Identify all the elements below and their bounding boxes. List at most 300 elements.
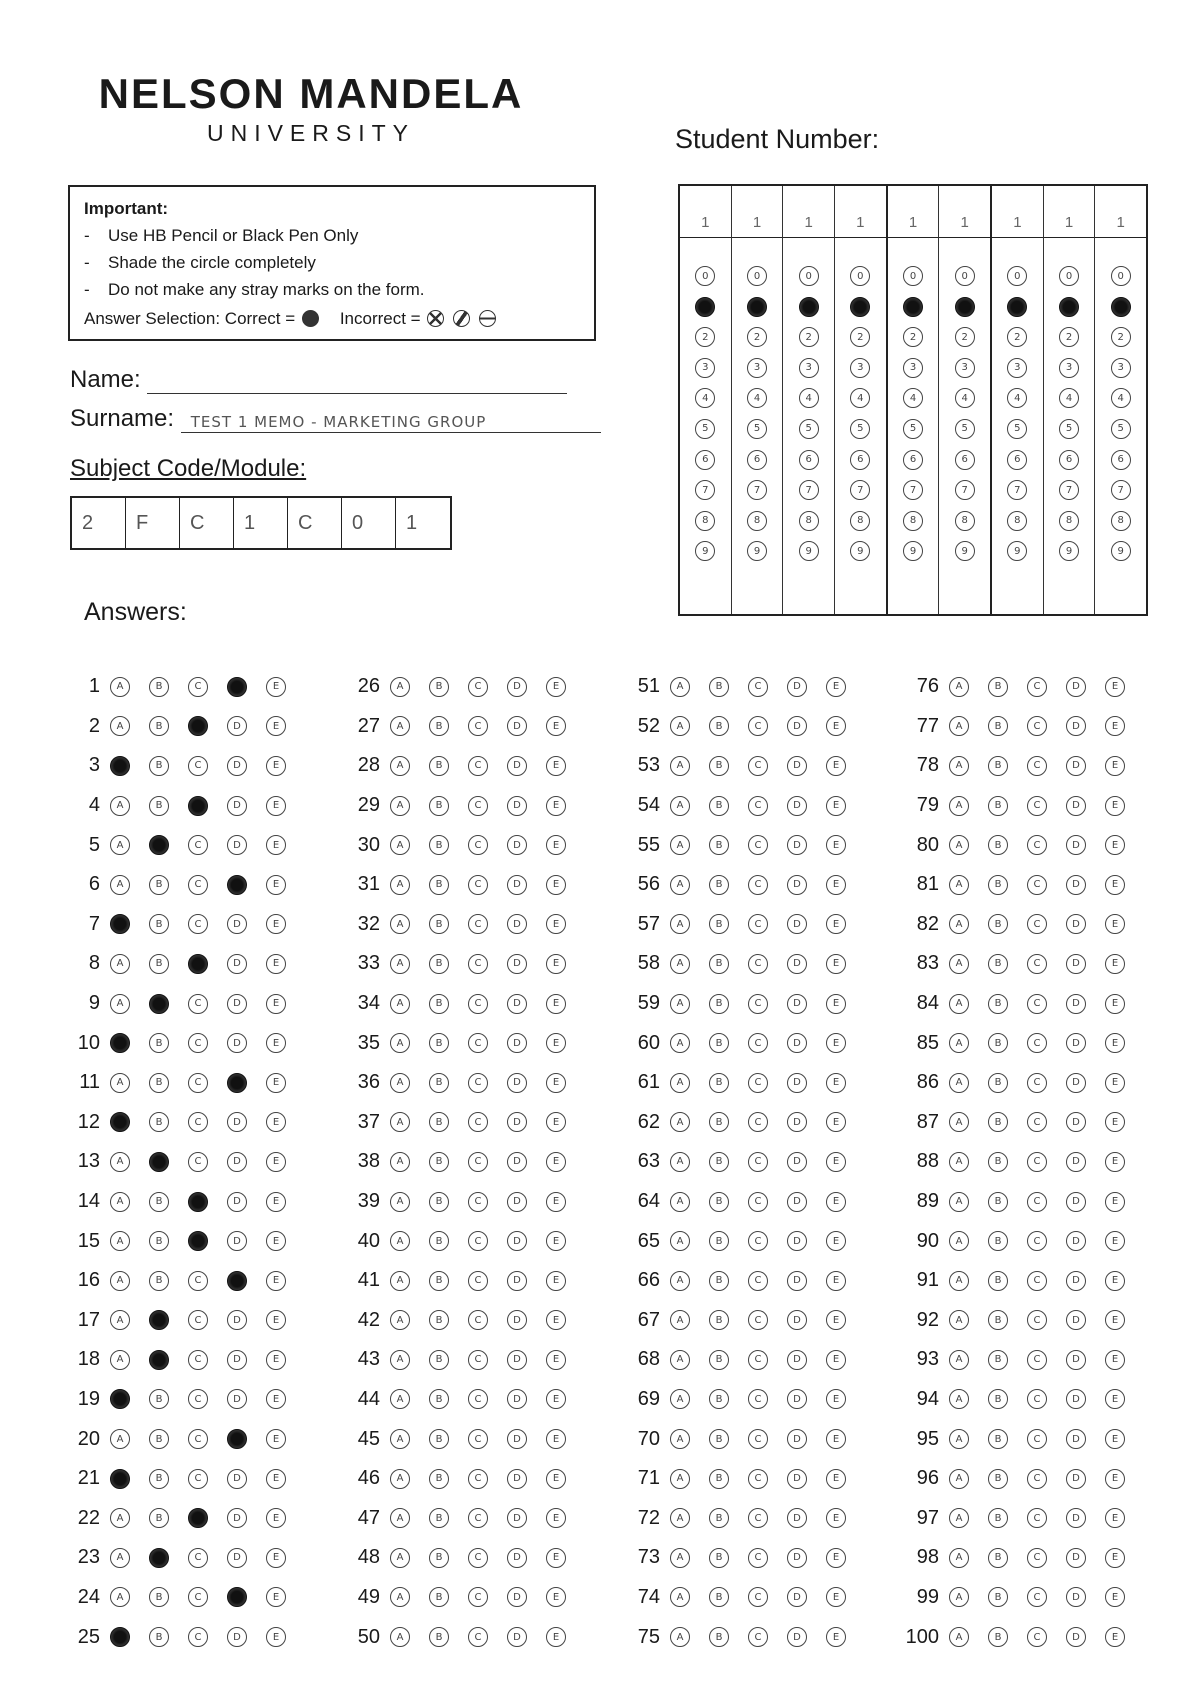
answer-bubble-a[interactable]: A [390,914,410,934]
answer-bubble-e[interactable]: E [1105,1429,1125,1449]
answer-bubble-b[interactable]: B [149,1469,169,1489]
answer-bubble-c[interactable] [188,716,208,736]
student-number-digit-box[interactable]: 1 [888,186,939,238]
answer-bubble-c[interactable]: C [1027,875,1047,895]
answer-bubble-e[interactable]: E [826,756,846,776]
answer-bubble-d[interactable]: D [1066,1310,1086,1330]
answer-bubble-a[interactable]: A [110,1508,130,1528]
student-number-bubble[interactable]: 5 [850,419,870,439]
student-number-bubble[interactable]: 8 [1111,511,1131,531]
answer-bubble-d[interactable]: D [227,756,247,776]
answer-bubble-d[interactable]: D [787,994,807,1014]
answer-bubble-b[interactable]: B [149,875,169,895]
student-number-bubble[interactable] [1007,297,1027,317]
answer-bubble-d[interactable]: D [227,1548,247,1568]
answer-bubble-e[interactable]: E [266,1310,286,1330]
answer-bubble-a[interactable]: A [949,796,969,816]
answer-bubble-b[interactable]: B [149,1033,169,1053]
answer-bubble-b[interactable]: B [429,716,449,736]
answer-bubble-e[interactable]: E [546,914,566,934]
answer-bubble-a[interactable]: A [110,875,130,895]
answer-bubble-e[interactable]: E [1105,1548,1125,1568]
answer-bubble-e[interactable]: E [1105,1231,1125,1251]
answer-bubble-b[interactable]: B [709,1429,729,1449]
answer-bubble-a[interactable]: A [949,835,969,855]
answer-bubble-d[interactable]: D [227,1350,247,1370]
student-number-bubble[interactable]: 9 [903,541,923,561]
answer-bubble-c[interactable]: C [748,1271,768,1291]
answer-bubble-e[interactable]: E [826,677,846,697]
answer-bubble-d[interactable]: D [1066,1389,1086,1409]
student-number-bubble[interactable] [955,297,975,317]
answer-bubble-b[interactable]: B [988,1271,1008,1291]
answer-bubble-e[interactable]: E [826,835,846,855]
answer-bubble-b[interactable] [149,1350,169,1370]
surname-line[interactable] [181,406,601,433]
answer-bubble-b[interactable]: B [709,1627,729,1647]
answer-bubble-c[interactable]: C [468,1587,488,1607]
answer-bubble-b[interactable]: B [429,914,449,934]
student-number-bubble[interactable]: 5 [799,419,819,439]
answer-bubble-d[interactable]: D [507,1231,527,1251]
answer-bubble-d[interactable] [227,875,247,895]
subject-code-box[interactable]: C [288,498,342,548]
answer-bubble-e[interactable]: E [826,954,846,974]
answer-bubble-a[interactable]: A [390,954,410,974]
answer-bubble-d[interactable]: D [787,1627,807,1647]
answer-bubble-e[interactable]: E [1105,954,1125,974]
answer-bubble-b[interactable]: B [988,1429,1008,1449]
answer-bubble-e[interactable]: E [826,716,846,736]
student-number-bubble[interactable]: 0 [1111,266,1131,286]
student-number-bubble[interactable]: 8 [850,511,870,531]
answer-bubble-d[interactable]: D [507,875,527,895]
answer-bubble-b[interactable]: B [709,1152,729,1172]
answer-bubble-d[interactable]: D [1066,1192,1086,1212]
answer-bubble-b[interactable]: B [988,1192,1008,1212]
answer-bubble-a[interactable]: A [110,1350,130,1370]
answer-bubble-d[interactable] [227,1429,247,1449]
student-number-bubble[interactable]: 4 [850,388,870,408]
student-number-bubble[interactable]: 2 [1007,327,1027,347]
answer-bubble-d[interactable]: D [1066,756,1086,776]
answer-bubble-b[interactable]: B [149,1192,169,1212]
answer-bubble-b[interactable]: B [988,1112,1008,1132]
answer-bubble-a[interactable]: A [670,1192,690,1212]
answer-bubble-c[interactable]: C [1027,1627,1047,1647]
answer-bubble-b[interactable]: B [988,1627,1008,1647]
answer-bubble-a[interactable]: A [390,1231,410,1251]
answer-bubble-b[interactable]: B [988,875,1008,895]
answer-bubble-d[interactable]: D [227,796,247,816]
answer-bubble-d[interactable]: D [787,835,807,855]
answer-bubble-a[interactable]: A [949,1469,969,1489]
answer-bubble-d[interactable]: D [787,875,807,895]
answer-bubble-d[interactable]: D [1066,796,1086,816]
answer-bubble-b[interactable]: B [149,1271,169,1291]
student-number-bubble[interactable]: 7 [903,480,923,500]
answer-bubble-b[interactable]: B [988,1587,1008,1607]
answer-bubble-e[interactable]: E [1105,1310,1125,1330]
answer-bubble-c[interactable]: C [748,756,768,776]
student-number-bubble[interactable]: 0 [1059,266,1079,286]
answer-bubble-c[interactable]: C [748,1508,768,1528]
answer-bubble-d[interactable]: D [227,716,247,736]
answer-bubble-a[interactable]: A [390,1508,410,1528]
answer-bubble-c[interactable]: C [748,1389,768,1409]
answer-bubble-d[interactable]: D [787,716,807,736]
answer-bubble-e[interactable]: E [826,1152,846,1172]
answer-bubble-b[interactable]: B [988,677,1008,697]
answer-bubble-d[interactable]: D [787,1271,807,1291]
answer-bubble-e[interactable]: E [546,954,566,974]
answer-bubble-c[interactable]: C [1027,1548,1047,1568]
student-number-bubble[interactable]: 8 [955,511,975,531]
answer-bubble-b[interactable]: B [709,954,729,974]
answer-bubble-b[interactable]: B [429,1152,449,1172]
answer-bubble-b[interactable]: B [149,1389,169,1409]
answer-bubble-e[interactable]: E [1105,756,1125,776]
answer-bubble-e[interactable]: E [1105,796,1125,816]
answer-bubble-c[interactable]: C [1027,716,1047,736]
answer-bubble-a[interactable]: A [670,994,690,1014]
answer-bubble-a[interactable]: A [670,1033,690,1053]
student-number-digit-box[interactable]: 1 [1044,186,1095,238]
answer-bubble-a[interactable] [110,914,130,934]
answer-bubble-d[interactable]: D [787,1310,807,1330]
answer-bubble-b[interactable]: B [988,1231,1008,1251]
answer-bubble-e[interactable]: E [1105,1587,1125,1607]
answer-bubble-e[interactable]: E [1105,914,1125,934]
answer-bubble-c[interactable]: C [748,1469,768,1489]
answer-bubble-c[interactable]: C [1027,1152,1047,1172]
answer-bubble-a[interactable]: A [390,994,410,1014]
answer-bubble-c[interactable]: C [1027,796,1047,816]
answer-bubble-d[interactable]: D [507,1389,527,1409]
answer-bubble-a[interactable]: A [390,1271,410,1291]
answer-bubble-e[interactable]: E [546,1231,566,1251]
answer-bubble-e[interactable]: E [546,1192,566,1212]
student-number-bubble[interactable]: 2 [747,327,767,347]
student-number-bubble[interactable]: 6 [799,450,819,470]
student-number-bubble[interactable]: 8 [903,511,923,531]
answer-bubble-e[interactable]: E [266,1389,286,1409]
answer-bubble-d[interactable]: D [507,954,527,974]
student-number-bubble[interactable]: 6 [695,450,715,470]
answer-bubble-a[interactable]: A [949,756,969,776]
answer-bubble-b[interactable]: B [709,835,729,855]
answer-bubble-c[interactable]: C [188,1587,208,1607]
answer-bubble-b[interactable]: B [988,994,1008,1014]
answer-bubble-c[interactable]: C [188,1033,208,1053]
answer-bubble-a[interactable] [110,756,130,776]
answer-bubble-b[interactable]: B [988,1073,1008,1093]
student-number-bubble[interactable]: 3 [695,358,715,378]
answer-bubble-a[interactable]: A [949,1073,969,1093]
answer-bubble-a[interactable]: A [110,796,130,816]
answer-bubble-a[interactable]: A [949,1152,969,1172]
answer-bubble-e[interactable]: E [546,1429,566,1449]
answer-bubble-b[interactable] [149,835,169,855]
answer-bubble-b[interactable]: B [709,1271,729,1291]
student-number-bubble[interactable]: 9 [747,541,767,561]
answer-bubble-a[interactable]: A [949,716,969,736]
answer-bubble-d[interactable]: D [787,1587,807,1607]
answer-bubble-d[interactable]: D [787,1548,807,1568]
answer-bubble-c[interactable]: C [748,1350,768,1370]
answer-bubble-c[interactable]: C [468,1271,488,1291]
answer-bubble-a[interactable]: A [110,1073,130,1093]
answer-bubble-d[interactable]: D [1066,1271,1086,1291]
student-number-bubble[interactable]: 5 [1111,419,1131,439]
answer-bubble-b[interactable]: B [709,1231,729,1251]
student-number-bubble[interactable]: 5 [747,419,767,439]
answer-bubble-b[interactable]: B [429,1310,449,1330]
answer-bubble-e[interactable]: E [546,1033,566,1053]
answer-bubble-c[interactable]: C [1027,1073,1047,1093]
answer-bubble-b[interactable] [149,1548,169,1568]
answer-bubble-d[interactable]: D [787,1469,807,1489]
answer-bubble-b[interactable]: B [988,1152,1008,1172]
answer-bubble-a[interactable]: A [390,1310,410,1330]
answer-bubble-e[interactable]: E [546,1587,566,1607]
answer-bubble-d[interactable]: D [1066,1112,1086,1132]
answer-bubble-b[interactable] [149,994,169,1014]
student-number-bubble[interactable]: 8 [747,511,767,531]
answer-bubble-d[interactable]: D [787,1112,807,1132]
answer-bubble-d[interactable]: D [507,1033,527,1053]
answer-bubble-e[interactable]: E [546,1271,566,1291]
student-number-bubble[interactable] [850,297,870,317]
answer-bubble-b[interactable]: B [709,1073,729,1093]
answer-bubble-d[interactable]: D [227,1310,247,1330]
student-number-bubble[interactable] [1111,297,1131,317]
answer-bubble-d[interactable]: D [787,914,807,934]
student-number-bubble[interactable]: 0 [747,266,767,286]
name-field[interactable] [70,366,567,394]
answer-bubble-b[interactable]: B [988,716,1008,736]
answer-bubble-b[interactable]: B [149,1073,169,1093]
student-number-bubble[interactable]: 7 [1007,480,1027,500]
answer-bubble-e[interactable]: E [826,1627,846,1647]
student-number-bubble[interactable]: 0 [799,266,819,286]
answer-bubble-c[interactable]: C [748,1548,768,1568]
answer-bubble-d[interactable]: D [787,1073,807,1093]
answer-bubble-a[interactable]: A [670,1508,690,1528]
answer-bubble-e[interactable]: E [826,1429,846,1449]
answer-bubble-a[interactable]: A [670,1548,690,1568]
answer-bubble-d[interactable]: D [1066,1548,1086,1568]
answer-bubble-d[interactable]: D [227,1508,247,1528]
student-number-bubble[interactable]: 3 [747,358,767,378]
answer-bubble-b[interactable]: B [988,1548,1008,1568]
answer-bubble-a[interactable]: A [949,1429,969,1449]
answer-bubble-c[interactable]: C [748,1231,768,1251]
answer-bubble-c[interactable]: C [468,914,488,934]
student-number-bubble[interactable]: 2 [1059,327,1079,347]
answer-bubble-a[interactable]: A [670,756,690,776]
answer-bubble-e[interactable]: E [1105,1389,1125,1409]
answer-bubble-c[interactable]: C [468,796,488,816]
answer-bubble-b[interactable] [149,1152,169,1172]
answer-bubble-b[interactable]: B [709,875,729,895]
answer-bubble-a[interactable]: A [949,1310,969,1330]
answer-bubble-c[interactable]: C [1027,677,1047,697]
answer-bubble-e[interactable]: E [266,756,286,776]
student-number-bubble[interactable]: 2 [903,327,923,347]
answer-bubble-a[interactable]: A [949,1350,969,1370]
answer-bubble-e[interactable]: E [266,1112,286,1132]
student-number-bubble[interactable]: 3 [850,358,870,378]
answer-bubble-c[interactable]: C [1027,1231,1047,1251]
answer-bubble-a[interactable]: A [110,954,130,974]
student-number-bubble[interactable]: 7 [1059,480,1079,500]
student-number-bubble[interactable] [903,297,923,317]
answer-bubble-b[interactable]: B [709,1033,729,1053]
answer-bubble-e[interactable]: E [1105,1469,1125,1489]
answer-bubble-e[interactable]: E [266,1350,286,1370]
student-number-digit-box[interactable]: 1 [939,186,990,238]
answer-bubble-c[interactable]: C [468,1350,488,1370]
answer-bubble-b[interactable]: B [429,875,449,895]
answer-bubble-b[interactable]: B [429,677,449,697]
student-number-bubble[interactable]: 3 [1059,358,1079,378]
student-number-bubble[interactable]: 4 [747,388,767,408]
answer-bubble-a[interactable]: A [949,1033,969,1053]
answer-bubble-e[interactable]: E [546,1508,566,1528]
answer-bubble-b[interactable]: B [988,1350,1008,1370]
answer-bubble-d[interactable]: D [507,1192,527,1212]
answer-bubble-b[interactable]: B [429,1192,449,1212]
answer-bubble-b[interactable]: B [988,914,1008,934]
answer-bubble-e[interactable]: E [546,875,566,895]
answer-bubble-c[interactable]: C [1027,1389,1047,1409]
student-number-bubble[interactable]: 9 [955,541,975,561]
answer-bubble-d[interactable]: D [787,677,807,697]
answer-bubble-b[interactable]: B [709,994,729,1014]
answer-bubble-d[interactable]: D [507,796,527,816]
answer-bubble-a[interactable]: A [949,1508,969,1528]
answer-bubble-e[interactable]: E [546,1548,566,1568]
answer-bubble-e[interactable]: E [1105,1627,1125,1647]
answer-bubble-c[interactable]: C [188,1548,208,1568]
answer-bubble-c[interactable]: C [468,1192,488,1212]
answer-bubble-d[interactable]: D [1066,1033,1086,1053]
answer-bubble-a[interactable]: A [949,1192,969,1212]
answer-bubble-e[interactable]: E [546,1627,566,1647]
answer-bubble-d[interactable] [227,677,247,697]
answer-bubble-a[interactable]: A [110,1192,130,1212]
answer-bubble-d[interactable]: D [507,1073,527,1093]
answer-bubble-e[interactable]: E [266,994,286,1014]
answer-bubble-e[interactable]: E [546,994,566,1014]
answer-bubble-a[interactable]: A [670,1152,690,1172]
answer-bubble-e[interactable]: E [546,677,566,697]
student-number-bubble[interactable]: 6 [903,450,923,470]
answer-bubble-a[interactable]: A [110,1231,130,1251]
student-number-bubble[interactable]: 9 [695,541,715,561]
student-number-bubble[interactable]: 0 [955,266,975,286]
answer-bubble-c[interactable]: C [748,875,768,895]
student-number-bubble[interactable]: 4 [1059,388,1079,408]
answer-bubble-b[interactable]: B [429,1508,449,1528]
answer-bubble-a[interactable]: A [670,875,690,895]
answer-bubble-b[interactable]: B [429,954,449,974]
answer-bubble-c[interactable]: C [748,994,768,1014]
answer-bubble-e[interactable]: E [266,875,286,895]
answer-bubble-c[interactable]: C [468,1073,488,1093]
answer-bubble-b[interactable]: B [988,835,1008,855]
answer-bubble-b[interactable]: B [429,1389,449,1409]
answer-bubble-a[interactable] [110,1033,130,1053]
student-number-bubble[interactable]: 9 [799,541,819,561]
answer-bubble-c[interactable]: C [1027,1192,1047,1212]
answer-bubble-a[interactable]: A [390,796,410,816]
answer-bubble-a[interactable]: A [949,1112,969,1132]
answer-bubble-b[interactable]: B [988,796,1008,816]
answer-bubble-a[interactable]: A [390,1548,410,1568]
answer-bubble-a[interactable]: A [110,1152,130,1172]
answer-bubble-b[interactable]: B [709,796,729,816]
answer-bubble-b[interactable]: B [429,1548,449,1568]
answer-bubble-c[interactable] [188,1192,208,1212]
answer-bubble-e[interactable]: E [546,1152,566,1172]
subject-code-box[interactable]: C [180,498,234,548]
answer-bubble-d[interactable]: D [787,756,807,776]
answer-bubble-a[interactable]: A [670,954,690,974]
answer-bubble-e[interactable]: E [266,1152,286,1172]
answer-bubble-c[interactable]: C [468,1389,488,1409]
student-number-bubble[interactable]: 7 [695,480,715,500]
answer-bubble-b[interactable]: B [149,677,169,697]
answer-bubble-c[interactable]: C [1027,1271,1047,1291]
answer-bubble-e[interactable]: E [826,1310,846,1330]
answer-bubble-b[interactable]: B [709,1508,729,1528]
student-number-digit-box[interactable]: 1 [835,186,886,238]
answer-bubble-a[interactable]: A [110,835,130,855]
answer-bubble-d[interactable] [227,1271,247,1291]
answer-bubble-d[interactable]: D [507,1310,527,1330]
answer-bubble-c[interactable]: C [188,1469,208,1489]
answer-bubble-d[interactable]: D [507,1548,527,1568]
answer-bubble-b[interactable]: B [149,796,169,816]
answer-bubble-b[interactable]: B [709,1310,729,1330]
answer-bubble-a[interactable]: A [949,875,969,895]
answer-bubble-e[interactable]: E [266,716,286,736]
answer-bubble-c[interactable]: C [1027,1508,1047,1528]
student-number-bubble[interactable]: 3 [1111,358,1131,378]
answer-bubble-b[interactable]: B [429,1231,449,1251]
student-number-bubble[interactable]: 2 [799,327,819,347]
answer-bubble-b[interactable]: B [429,1350,449,1370]
answer-bubble-e[interactable]: E [266,954,286,974]
answer-bubble-d[interactable]: D [1066,677,1086,697]
answer-bubble-d[interactable]: D [1066,835,1086,855]
answer-bubble-d[interactable]: D [787,1192,807,1212]
answer-bubble-a[interactable]: A [670,1112,690,1132]
student-number-bubble[interactable]: 6 [955,450,975,470]
answer-bubble-b[interactable]: B [429,835,449,855]
answer-bubble-c[interactable]: C [188,914,208,934]
answer-bubble-a[interactable]: A [670,1587,690,1607]
student-number-digit-box[interactable]: 1 [1095,186,1146,238]
answer-bubble-c[interactable]: C [1027,835,1047,855]
answer-bubble-d[interactable]: D [1066,1469,1086,1489]
student-number-bubble[interactable]: 8 [1007,511,1027,531]
answer-bubble-c[interactable]: C [188,994,208,1014]
answer-bubble-d[interactable]: D [787,1429,807,1449]
answer-bubble-e[interactable]: E [1105,1271,1125,1291]
